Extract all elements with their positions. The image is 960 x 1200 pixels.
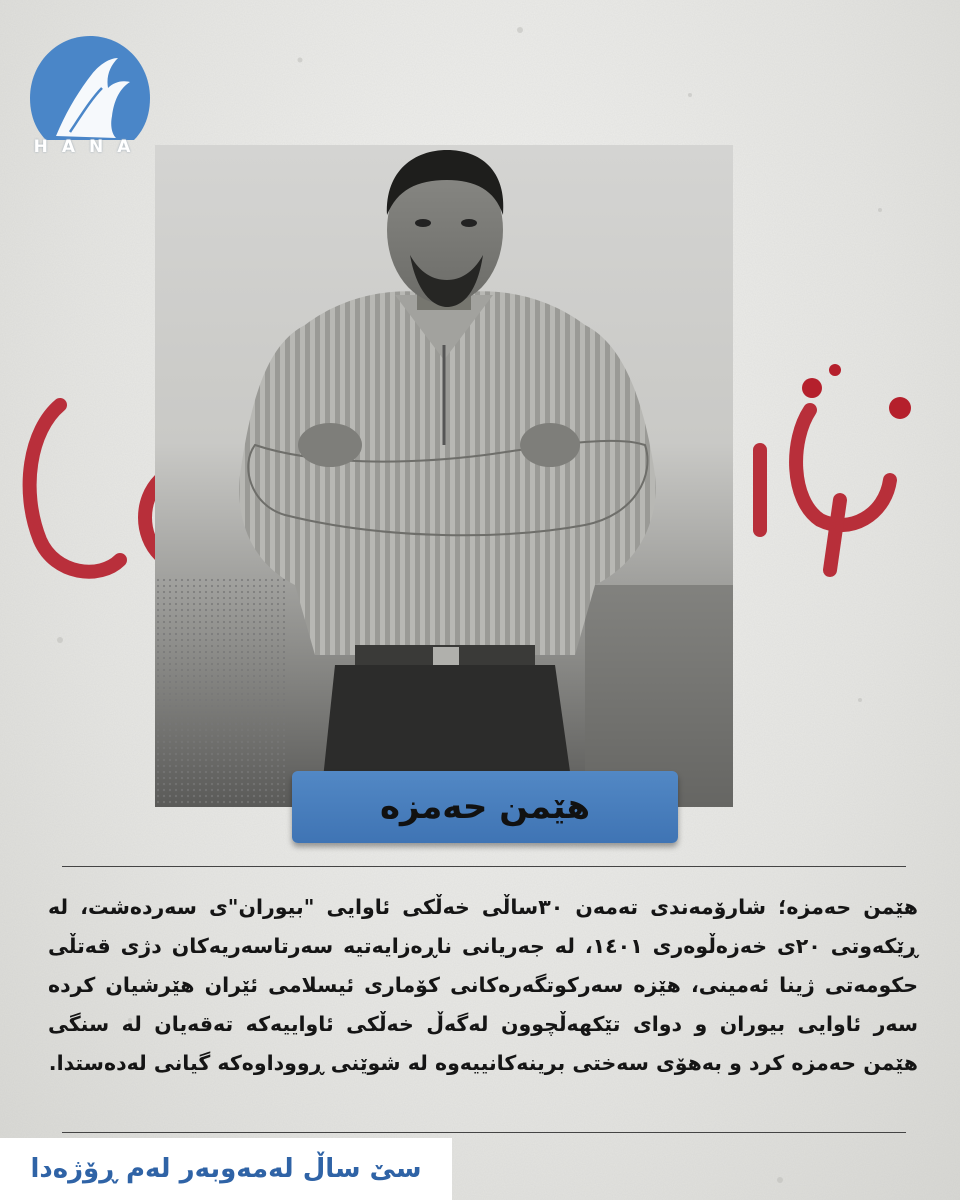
- portrait-illustration: [155, 145, 733, 807]
- portrait-photo: [155, 145, 733, 807]
- article-paragraph: هێمن حەمزە؛ شارۆمەندی تەمەن ٣٠ساڵی خەڵکی ئاوایی "بیوران"ی سەردەشت، لە ڕێکەوتی ٢٠ی خەزەڵوەری ١٤٠١، لە جەریانی ناڕەزایەتیە سەرتاسەریەکان دژی قەتڵی حکومەتی ژینا ئەمینی، هێزە سەرکوتگەرەکانی کۆماری ئیسلامی ئێران هێرشیان کردە سەر ئاوایی بیوران و دوای تێکهەڵچوون لەگەڵ خەڵکی ئاواییەکە تەقەیان لە سنگی هێمن حەمزە کرد و بەهۆی سەختی برینەکانییەوە لە شوێنی ڕووداوەکە گیانی لەدەستدا.: [48, 895, 918, 1075]
- footer-label: سێ ساڵ لەمەوبەر لەم ڕۆژەدا: [0, 1138, 452, 1200]
- divider-top: [62, 866, 906, 867]
- logo-brand-text: HANA: [33, 137, 145, 157]
- name-banner: هێمن حەمزە: [292, 771, 678, 843]
- divider-bottom: [62, 1132, 906, 1133]
